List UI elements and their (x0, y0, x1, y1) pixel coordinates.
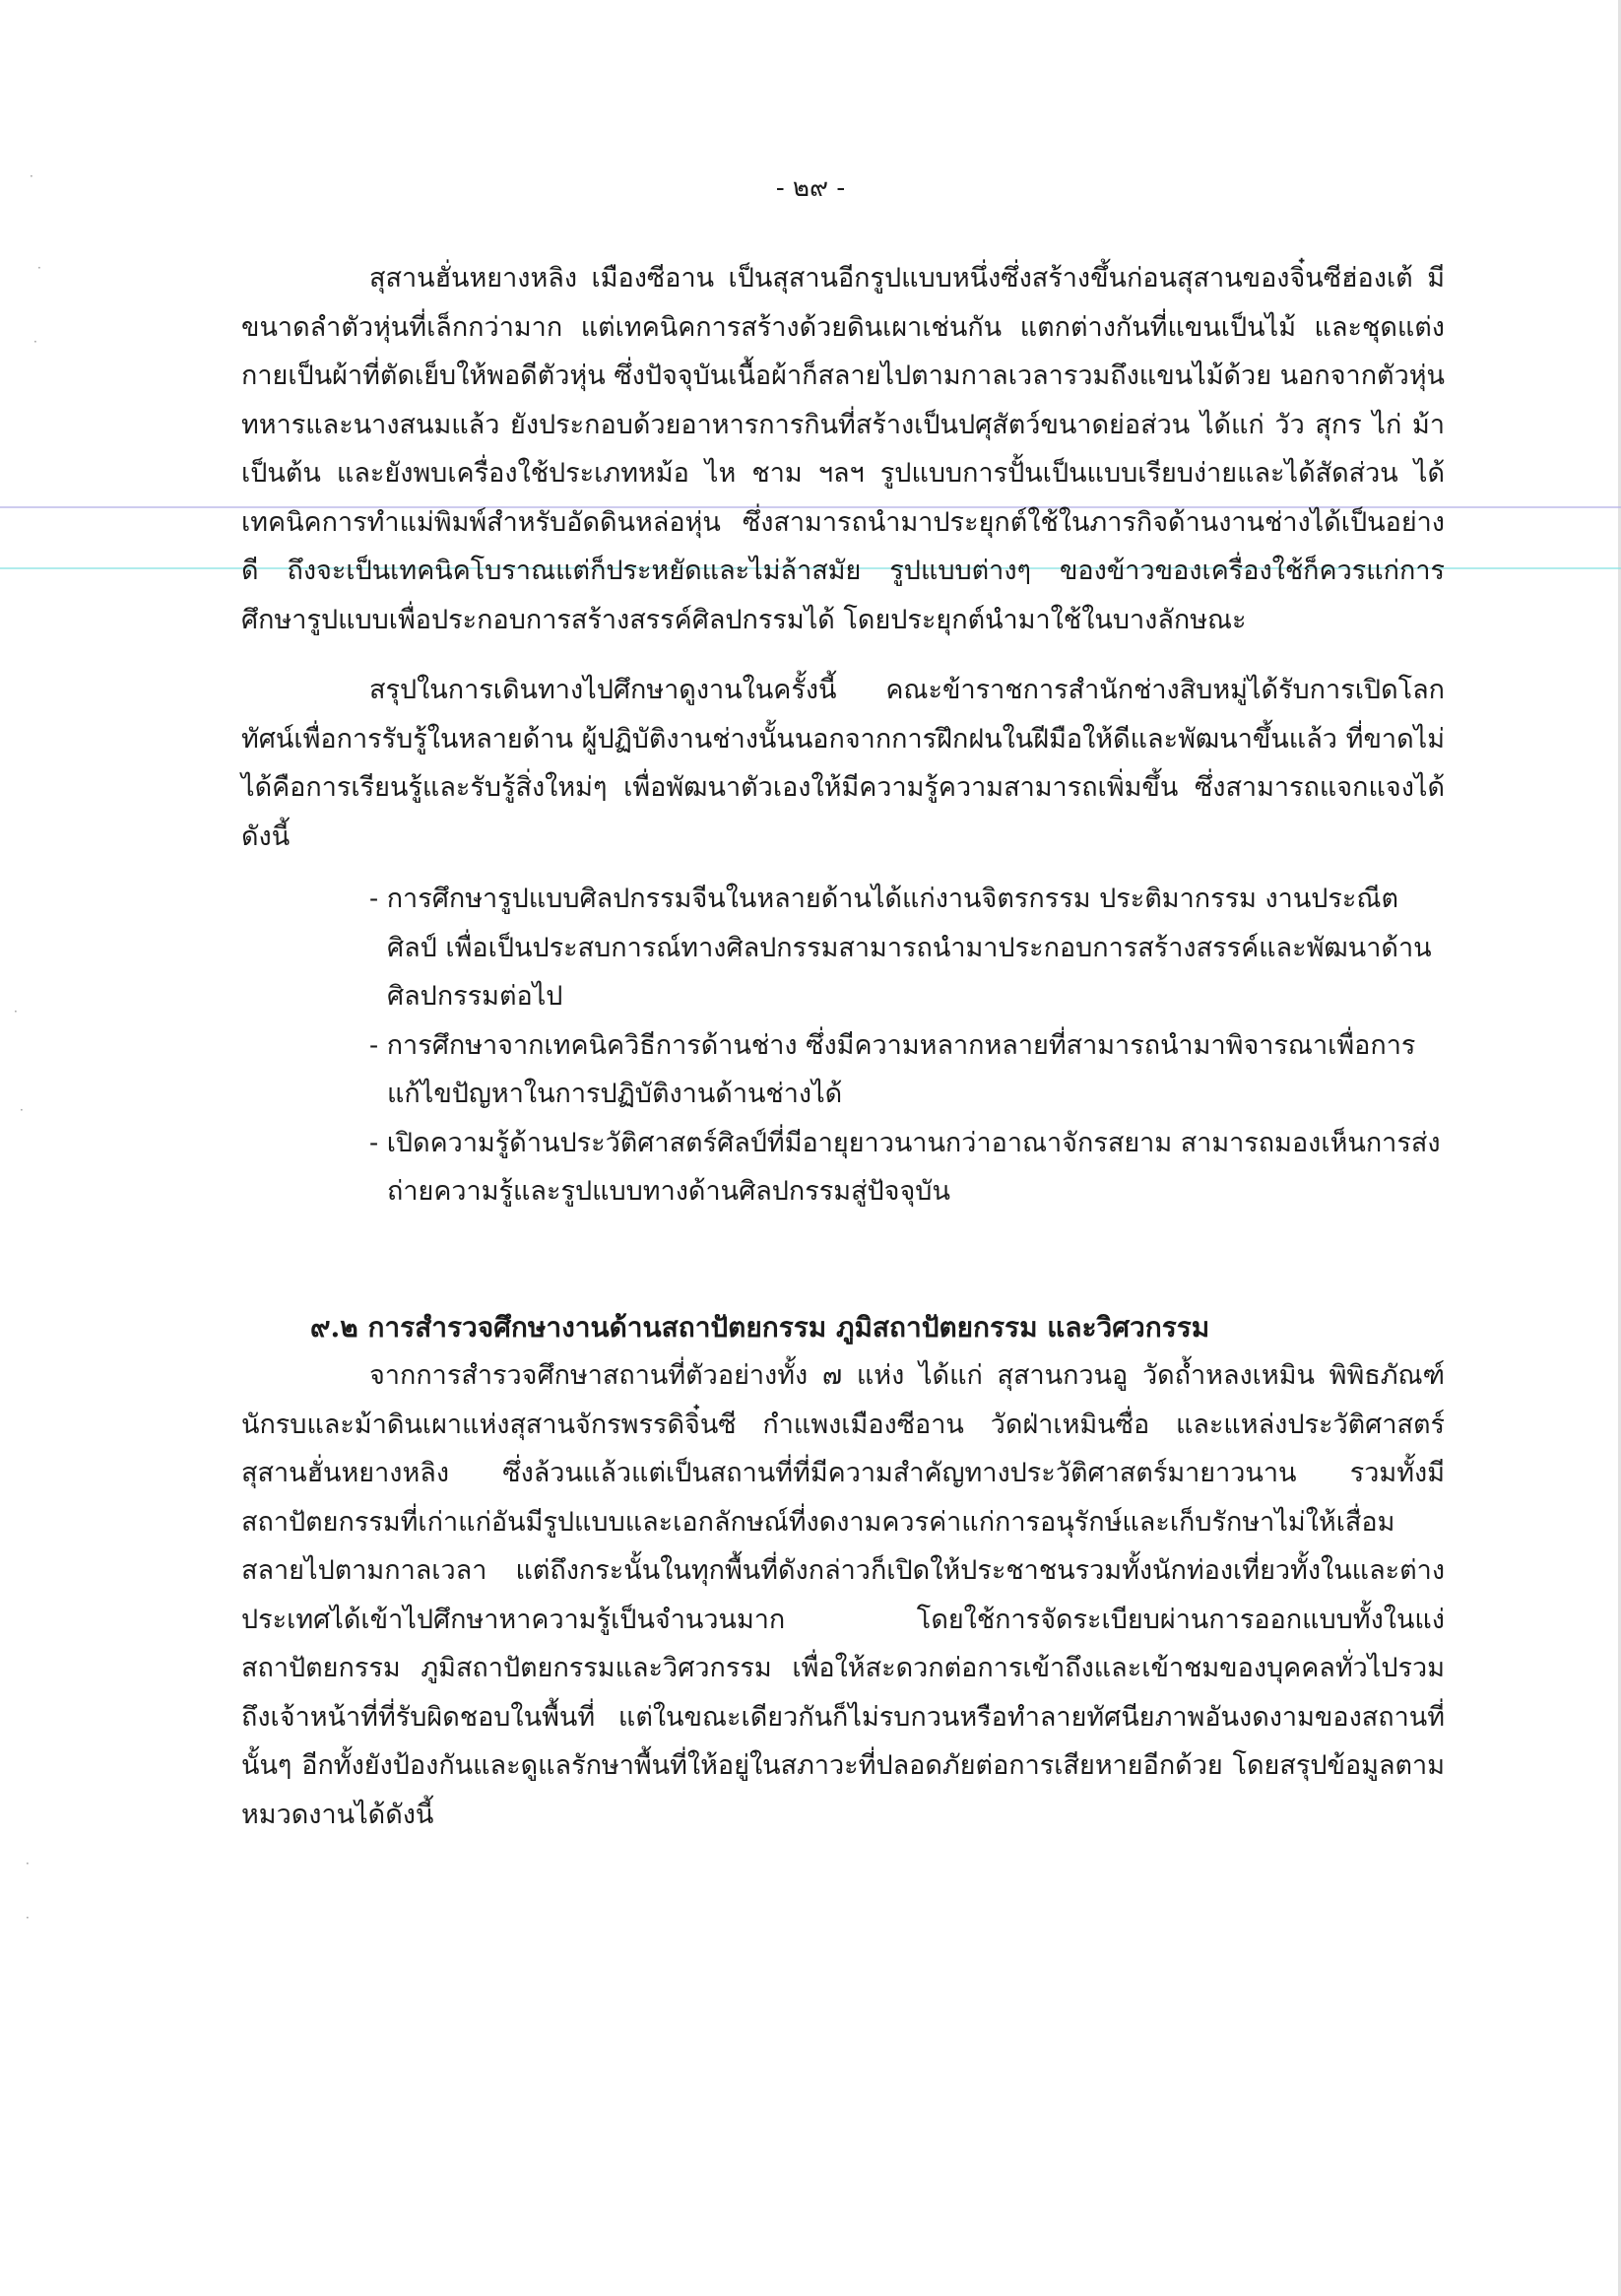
bullet-item: - การศึกษารูปแบบศิลปกรรมจีนในหลายด้านได้แก่งานจิตรกรรม ประติมากรรม งานประณีตศิลป์ เพื่อเป็นประสบการณ์ทางศิลปกรรมสามารถนำมาประกอบการสร้างสรรค์และพัฒนาด้านศิลปกรรมต่อไป (369, 884, 1432, 1012)
scan-speck: · (26, 1911, 30, 1925)
bullet-list (241, 875, 1445, 1216)
scan-speck: · (30, 169, 33, 183)
scan-speck: · (33, 335, 37, 349)
bullet-item: - การศึกษาจากเทคนิควิธีการด้านช่าง ซึ่งมีความหลากหลายที่สามารถนำมาพิจารณาเพื่อการแก้ไขปัญหาในการปฏิบัติงานด้านช่างได้ (369, 1029, 1416, 1109)
section-heading: ๙.๒ การสำรวจศึกษางานด้านสถาปัตยกรรม ภูมิสถาปัตยกรรม และวิศวกรรม (310, 1310, 1210, 1344)
scan-speck: · (37, 261, 41, 275)
scan-speck: · (26, 1857, 30, 1870)
page-number: - ๒๙ - (775, 173, 846, 203)
paragraph-summary: สรุปในการเดินทางไปศึกษาดูงานในครั้งนี้ คณะข้าราชการสำนักช่างสิบหมู่ได้รับการเปิดโลกทัศน์เพื่อการรับรู้ในหลายด้าน ผู้ปฏิบัติงานช่างนั้นนอกจากการฝึกฝนในฝีมือให้ดีและพัฒนาขึ้นแล้ว ที่ขาดไม่ได้คือการเรียนรู้และรับรู้สิ่งใหม่ๆ เพื่อพัฒนาตัวเองให้มีความรู้ความสามารถเพิ่มขึ้น ซึ่งสามารถแจกแจงได้ดังนี้ (241, 675, 1445, 852)
scan-speck: · (14, 1005, 18, 1018)
paragraph-survey: จากการสำรวจศึกษาสถานที่ตัวอย่างทั้ง ๗ แห่ง ได้แก่ สุสานกวนอู วัดถ้ำหลงเหมิน พิพิธภัณฑ์นักรบและม้าดินเผาแห่งสุสานจักรพรรดิจิ๋นซี กำแพงเมืองซีอาน วัดฝ่าเหมินซื่อ และแหล่งประวัติศาสตร์สุสานฮั่นหยางหลิง ซึ่งล้วนแล้วแต่เป็นสถานที่ที่มีความสำคัญทางประวัติศาสตร์มายาวนาน รวมทั้งมีสถาปัตยกรรมที่เก่าแก่อันมีรูปแบบและเอกลักษณ์ที่งดงามควรค่าแก่การอนุรักษ์และเก็บรักษาไม่ให้เสื่อมสลายไปตามกาลเวลา แต่ถึงกระนั้นในทุกพื้นที่ดังกล่าวก็เปิดให้ประชาชนรวมทั้งนักท่องเที่ยวทั้งในและต่างประเทศได้เข้าไปศึกษาหาความรู้เป็นจำนวนมาก โดยใช้การจัดระเบียบผ่านการออกแบบทั้งในแง่สถาปัตยกรรม ภูมิสถาปัตยกรรมและวิศวกรรม เพื่อให้สะดวกต่อการเข้าถึงและเข้าชมของบุคคลทั่วไปรวมถึงเจ้าหน้าที่ที่รับผิดชอบในพื้นที่ แต่ในขณะเดียวกันก็ไม่รบกวนหรือทำลายทัศนียภาพอันงดงามของสถานที่นั้นๆ อีกทั้งยังป้องกันและดูแลรักษาพื้นที่ให้อยู่ในสภาวะที่ปลอดภัยต่อการเสียหายอีกด้วย โดยสรุปข้อมูลตามหมวดงานได้ดังนี้ (241, 1360, 1445, 1830)
scan-speck: · (20, 1103, 24, 1117)
paragraph-hanyangling-tomb: สุสานฮั่นหยางหลิง เมืองซีอาน เป็นสุสานอีกรูปแบบหนึ่งซึ่งสร้างขึ้นก่อนสุสานของจิ๋นซีฮ่องเต้ มีขนาดลำตัวหุ่นที่เล็กกว่ามาก แต่เทคนิคการสร้างด้วยดินเผาเช่นกัน แตกต่างกันที่แขนเป็นไม้ และชุดแต่งกายเป็นผ้าที่ตัดเย็บให้พอดีตัวหุ่น ซึ่งปัจจุบันเนื้อผ้าก็สลายไปตามกาลเวลารวมถึงแขนไม้ด้วย นอกจากตัวหุ่นทหารและนางสนมแล้ว ยังประกอบด้วยอาหารการกินที่สร้างเป็นปศุสัตว์ขนาดย่อส่วน ได้แก่ วัว สุกร ไก่ ม้า เป็นต้น และยังพบเครื่องใช้ประเภทหม้อ ไห ชาม ฯลฯ รูปแบบการปั้นเป็นแบบเรียบง่ายและได้สัดส่วน ได้เทคนิคการทำแม่พิมพ์สำหรับอัดดินหล่อหุ่น ซึ่งสามารถนำมาประยุกต์ใช้ในภารกิจด้านงานช่างได้เป็นอย่างดี ถึงจะเป็นเทคนิคโบราณแต่ก็ประหยัดและไม่ล้าสมัย รูปแบบต่างๆ ของข้าวของเครื่องใช้ก็ควรแก่การศึกษารูปแบบเพื่อประกอบการสร้างสรรค์ศิลปกรรมได้ โดยประยุกต์นำมาใช้ในบางลักษณะ (241, 263, 1445, 635)
document-body (241, 254, 1445, 1839)
bullet-item: - เปิดความรู้ด้านประวัติศาสตร์ศิลป์ที่มีอายุยาวนานกว่าอาณาจักรสยาม สามารถมองเห็นการส่งถ่ายความรู้และรูปแบบทางด้านศิลปกรรมสู่ปัจจุบัน (369, 1127, 1441, 1207)
